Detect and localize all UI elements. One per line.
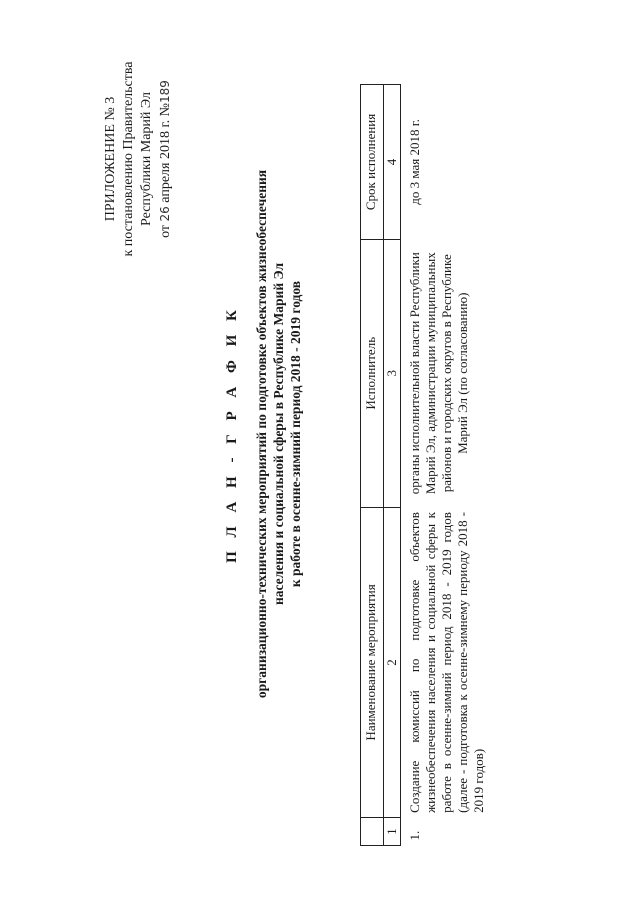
appendix-resolution: к постановлению Правительства — [121, 61, 136, 257]
header-action: Наименование мероприятия — [361, 507, 384, 818]
table-header-row — [361, 85, 384, 846]
column-index: 4 — [384, 85, 401, 240]
date-prefix: от — [158, 224, 173, 238]
appendix-title: ПРИЛОЖЕНИЕ № 3 — [103, 96, 118, 222]
resolution-number: 189 — [158, 80, 172, 103]
appendix-block — [102, 54, 175, 264]
column-index: 1 — [384, 818, 401, 846]
header-deadline: Срок исполнения — [361, 85, 384, 240]
row-deadline: до 3 мая 2018 г. — [407, 119, 422, 205]
row-number: 1. — [407, 830, 422, 841]
appendix-republic: Республики Марий Эл — [139, 92, 154, 226]
date-day: 26 — [158, 206, 172, 222]
column-index: 2 — [384, 507, 401, 818]
date-rest: апреля 2018 г. № — [158, 103, 173, 203]
title-line-2: населения и социальной сферы в Республике Марий Эл — [271, 262, 286, 606]
header-executor: Исполнитель — [361, 239, 384, 507]
row-action: Создание комиссий по подготовке объектов жизнеобеспечения населения и социальной сферы к работе в осенне-зимний период 2018 - 2019 годов (далее - подготовка к осенне-зимнему периоду 2018 - 2019 годов) — [407, 512, 486, 813]
plan-table — [360, 84, 489, 846]
column-index: 3 — [384, 239, 401, 507]
appendix-date — [156, 54, 175, 264]
title-heading: П Л А Н - Г Р А Ф И К — [224, 305, 240, 563]
header-number — [361, 818, 384, 846]
column-index-row — [384, 85, 401, 846]
table-row — [401, 85, 490, 846]
document-title — [224, 84, 304, 784]
row-executor: органы исполнительной власти Республики Марий Эл, администрации муниципальных районов и городских округов в Республике Марий Эл (по согласованию) — [407, 252, 470, 495]
title-line-1: организационно-технических мероприятий по подготовке объектов жизнеобеспечения — [254, 169, 269, 699]
title-line-3: к работе в осенне-зимний период 2018 - 2019 годов — [288, 280, 303, 588]
